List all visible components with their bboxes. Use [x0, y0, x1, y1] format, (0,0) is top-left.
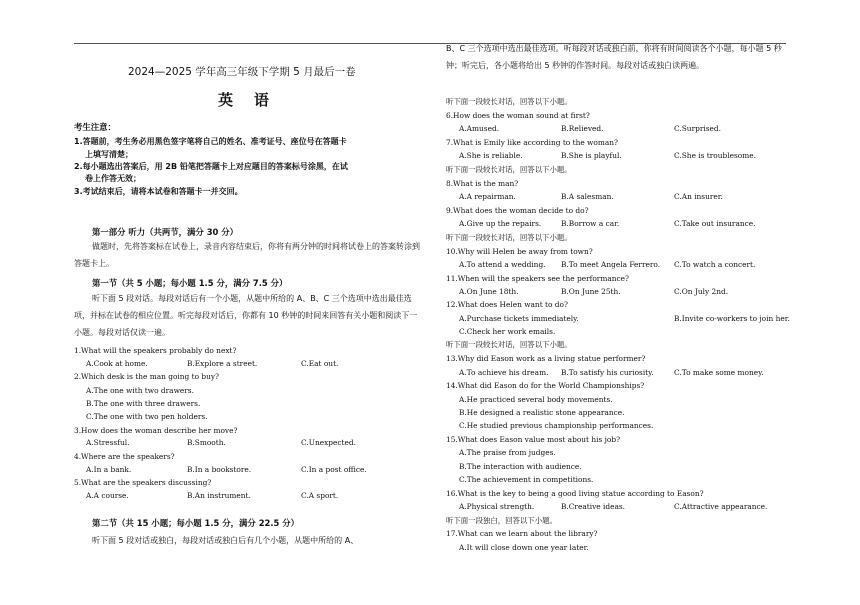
- question-4: 4.Where are the speakers?: [74, 452, 175, 461]
- q15-option-a: A.The praise from judges.: [459, 448, 556, 457]
- q5-option-a: A.A course.: [86, 491, 129, 500]
- section2-intro-a: 听下面 5 段对话或独白，每段对话或独白后有几个小题，从题中所给的 A、: [92, 536, 359, 545]
- question-7: 7.What is Emily like according to the woman?: [446, 138, 618, 147]
- q16-option-c: C.Attractive appearance.: [674, 502, 768, 511]
- question-3: 3.How does the woman describe her move?: [74, 426, 238, 435]
- question-10: 10.Why will Helen be away from town?: [446, 247, 593, 256]
- q3-option-c: C.Unexpected.: [301, 438, 356, 447]
- q2-option-b: B.The one with three drawers.: [86, 399, 201, 408]
- q12-option-a: A.Purchase tickets immediately.: [459, 314, 579, 323]
- q3-option-a: A.Stressful.: [86, 438, 130, 447]
- q5-option-b: B.An instrument.: [187, 491, 251, 500]
- part1-title: 第一部分 听力（共两节，满分 30 分）: [92, 227, 239, 237]
- q4-option-b: B.In a bookstore.: [187, 465, 252, 474]
- q11-option-b: B.On June 25th.: [561, 287, 621, 296]
- listen-instruction: 听下面一段较长对话，回答以下小题。: [446, 165, 572, 174]
- q7-option-b: B.She is playful.: [561, 151, 622, 160]
- q15-option-c: C.The achievement in competitions.: [459, 475, 594, 484]
- listen-instruction: 听下面一段较长对话，回答以下小题。: [446, 97, 572, 106]
- section2-title: 第二节（共 15 小题；每小题 1.5 分，满分 22.5 分）: [92, 518, 300, 528]
- q7-option-a: A.She is reliable.: [459, 151, 523, 160]
- question-2: 2.Which desk is the man going to buy?: [74, 372, 220, 381]
- q12-option-c: C.Check her work emails.: [459, 327, 556, 336]
- q8-option-c: C.An insurer.: [674, 192, 723, 201]
- q13-option-a: A.To achieve his dream.: [459, 368, 549, 377]
- q4-option-a: A.In a bank.: [86, 465, 132, 474]
- q7-option-c: C.She is troublesome.: [674, 151, 756, 160]
- q11-option-a: A.On June 18th.: [459, 287, 519, 296]
- q14-option-c: C.He studied previous championship performances.: [459, 421, 654, 430]
- section2-intro-b: B、C 三个选项中选出最佳选项。听每段对话或独白前，你将有时间阅读各个小题，每小题 5 秒钟；听完后，各小题将给出 5 秒钟的作答时间。每段对话或独白读两遍。: [446, 44, 782, 70]
- q16-option-b: B.Creative ideas.: [561, 502, 625, 511]
- notice-item-1: 1.答题前，考生务必用黑色签字笔将自己的姓名、准考证号、座位号在答题卡: [74, 137, 347, 146]
- q1-option-b: B.Explore a street.: [187, 359, 258, 368]
- q8-option-a: A.A repairman.: [459, 192, 516, 201]
- q6-option-c: C.Surprised.: [674, 124, 721, 133]
- q1-option-a: A.Cook at home.: [86, 359, 148, 368]
- question-6: 6.How does the woman sound at first?: [446, 111, 590, 120]
- q9-option-a: A.Give up the repairs.: [459, 219, 542, 228]
- q4-option-c: C.In a post office.: [301, 465, 367, 474]
- exam-title: 2024—2025 学年高三年级下学期 5 月最后一卷: [128, 66, 356, 78]
- section1-intro: 听下面 5 段对话。每段对话后有一个小题，从题中所给的 A、B、C 三个选项中选出最佳选项，并标在试卷的相应位置。听完每段对话后，你都有 10 秒钟的时间来回答有关小题和阅读下一小题。每段对话仅读一遍。: [74, 294, 418, 337]
- question-17: 17.What can we learn about the library?: [446, 529, 598, 538]
- q5-option-c: C.A sport.: [301, 491, 339, 500]
- q10-option-a: A.To attend a wedding.: [459, 260, 546, 269]
- q11-option-c: C.On July 2nd.: [674, 287, 729, 296]
- notice-item-1b: 上填写清楚；: [85, 150, 133, 159]
- q3-option-b: B.Smooth.: [187, 438, 226, 447]
- question-12: 12.What does Helen want to do?: [446, 300, 568, 309]
- question-5: 5.What are the speakers discussing?: [74, 478, 212, 487]
- question-8: 8.What is the man?: [446, 179, 519, 188]
- q2-option-a: A.The one with two drawers.: [86, 386, 194, 395]
- notice-item-2b: 卷上作答无效；: [85, 174, 141, 183]
- listen-instruction: 听下面一段较长对话，回答以下小题。: [446, 340, 572, 349]
- q17-option-a: A.It will close down one year later.: [459, 543, 589, 552]
- q6-option-b: B.Relieved.: [561, 124, 604, 133]
- q1-option-c: C.Eat out.: [301, 359, 339, 368]
- q9-option-b: B.Borrow a car.: [561, 219, 620, 228]
- question-9: 9.What does the woman decide to do?: [446, 206, 589, 215]
- question-1: 1.What will the speakers probably do next?: [74, 346, 237, 355]
- q13-option-b: B.To satisfy his curiosity.: [561, 368, 654, 377]
- q15-option-b: B.The interaction with audience.: [459, 462, 582, 471]
- question-15: 15.What does Eason value most about his job?: [446, 435, 621, 444]
- listen-instruction-monologue: 听下面一段独白，回答以下小题。: [446, 516, 557, 525]
- q13-option-c: C.To make some money.: [674, 368, 764, 377]
- q6-option-a: A.Amused.: [459, 124, 500, 133]
- q10-option-c: C.To watch a concert.: [674, 260, 756, 269]
- section1-title: 第一节（共 5 小题；每小题 1.5 分，满分 7.5 分）: [92, 278, 288, 288]
- q2-option-c: C.The one with two pen holders.: [86, 412, 208, 421]
- question-14: 14.What did Eason do for the World Championships?: [446, 381, 645, 390]
- notice-item-2: 2.每小题选出答案后，用 2B 铅笔把答题卡上对应题目的答案标号涂黑，在试: [74, 162, 348, 171]
- q14-option-b: B.He designed a realistic stone appearance.: [459, 408, 625, 417]
- question-16: 16.What is the key to being a good living statue according to Eason?: [446, 489, 704, 498]
- part1-intro: 做题时，先将答案标在试卷上，录音内容结束后，你将有两分钟的时间将试卷上的答案转涂到答题卡上。: [74, 242, 420, 268]
- q16-option-a: A.Physical strength.: [459, 502, 535, 511]
- question-13: 13.Why did Eason work as a living statue performer?: [446, 354, 646, 363]
- q8-option-b: B.A salesman.: [561, 192, 614, 201]
- question-11: 11.When will the speakers see the performance?: [446, 274, 629, 283]
- notice-heading: 考生注意：: [74, 122, 116, 132]
- q12-option-b: B.Invite co-workers to join her.: [674, 314, 790, 323]
- q14-option-a: A.He practiced several body movements.: [459, 395, 613, 404]
- subject-title: 英 语: [218, 91, 269, 109]
- notice-item-3: 3.考试结束后，请将本试卷和答题卡一并交回。: [74, 187, 243, 196]
- q10-option-b: B.To meet Angela Ferrero.: [561, 260, 661, 269]
- listen-instruction: 听下面一段较长对话，回答以下小题。: [446, 233, 572, 242]
- q9-option-c: C.Take out insurance.: [674, 219, 756, 228]
